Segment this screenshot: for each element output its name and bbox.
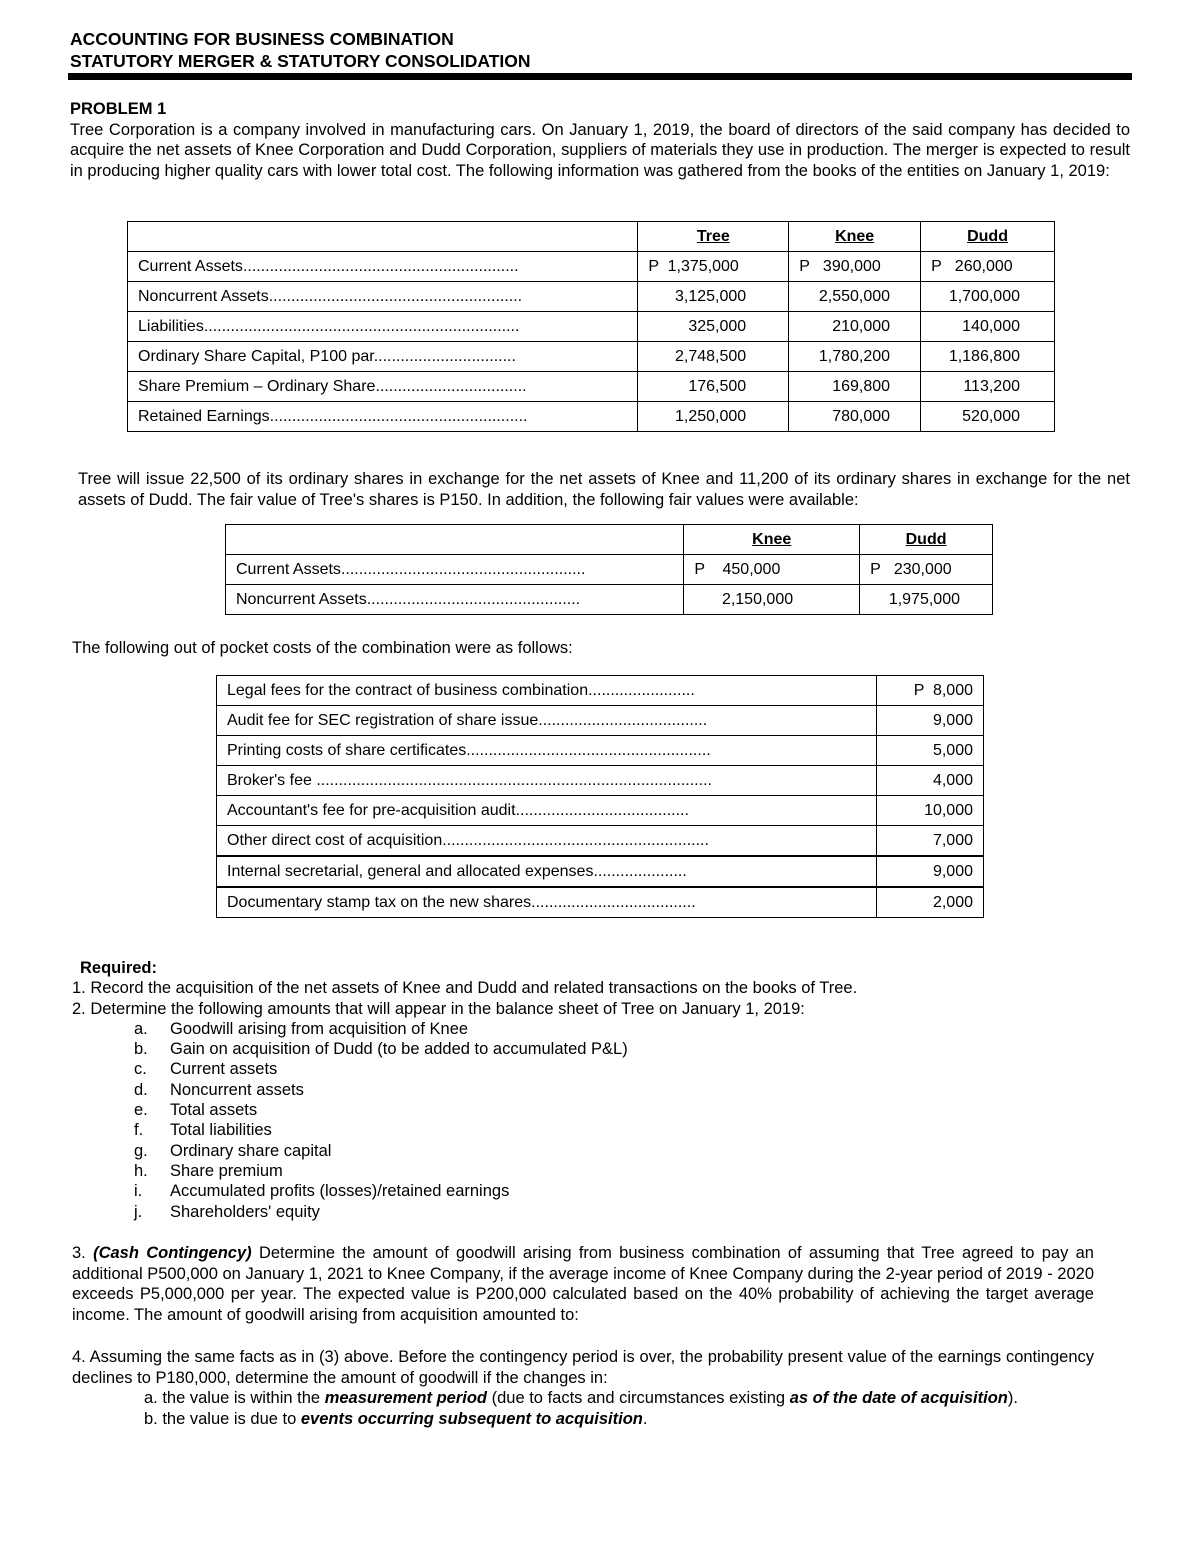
row-label: Current Assets [138, 257, 243, 275]
table-row [217, 676, 984, 706]
cell-dudd: P 260,000 [921, 252, 1055, 282]
cell-amount: 2,000 [877, 887, 984, 918]
table-row [128, 402, 1055, 432]
row-label: Noncurrent Assets [138, 287, 269, 305]
cell-knee: 169,800 [789, 372, 921, 402]
row-dots: ....................................................................... [203, 317, 520, 335]
col-header-knee: Knee [684, 525, 860, 555]
row-label: Legal fees for the contract of business combination [227, 681, 589, 699]
row-label: Share Premium – Ordinary Share [138, 377, 376, 395]
table-row [226, 585, 993, 615]
table-row [128, 372, 1055, 402]
table-row [217, 826, 984, 857]
required-heading: Required: [80, 959, 158, 977]
list-item: d. Noncurrent assets [134, 1080, 304, 1099]
row-dots: ...................................... [538, 711, 708, 729]
row-label: Audit fee for SEC registration of share issue [227, 711, 539, 729]
row-label: Broker's fee [227, 771, 312, 789]
cell-dudd: P 230,000 [860, 555, 993, 585]
cell-amount: 4,000 [877, 766, 984, 796]
problem-intro: Tree Corporation is a company involved in manufacturing cars. On January 1, 2019, the board of directors of the said company has decided to acquire the net assets of Knee Corporation and Dudd Corporation, suppliers of materials they use in production. The merger is expected to result in producing higher quality cars with lower total cost. The following information was gathered from the books of the entities on January 1, 2019: [70, 120, 1130, 180]
row-dots: ........................ [588, 681, 695, 699]
row-dots: ......................................................................................... [311, 771, 712, 789]
list-item: i. Accumulated profits (losses)/retained earnings [134, 1182, 510, 1201]
row-dots: ............................................................ [442, 831, 709, 849]
cell-amount: 7,000 [877, 826, 984, 857]
required-item-2: 2. Determine the following amounts that will appear in the balance sheet of Tree on January 1, 2019: [72, 999, 805, 1018]
cell-tree: P 1,375,000 [638, 252, 789, 282]
item-4-a: a. the value is within the measurement period (due to facts and circumstances existing as of the date of acquisition). [144, 1389, 1018, 1407]
cell-knee: 1,780,200 [789, 342, 921, 372]
row-label: Ordinary Share Capital, P100 par [138, 347, 374, 365]
table-header-row [128, 222, 1055, 252]
row-label: Other direct cost of acquisition [227, 831, 443, 849]
col-header-knee: Knee [789, 222, 921, 252]
header-divider [68, 73, 1132, 80]
item-3-title: (Cash Contingency) [93, 1244, 252, 1262]
table-row [217, 706, 984, 736]
cell-dudd: 520,000 [921, 402, 1055, 432]
cell-tree: 2,748,500 [638, 342, 789, 372]
costs-table [216, 675, 984, 918]
table-row [217, 887, 984, 918]
cell-tree: 325,000 [638, 312, 789, 342]
table-row [217, 736, 984, 766]
row-dots: ................................ [373, 347, 516, 365]
table-header-row [226, 525, 993, 555]
list-item: a. Goodwill arising from acquisition of Knee [134, 1019, 469, 1038]
cell-knee: 2,150,000 [684, 585, 860, 615]
cell-amount: 9,000 [877, 856, 984, 887]
col-header-tree: Tree [638, 222, 789, 252]
row-dots: .............................................................. [242, 257, 519, 275]
cell-dudd: 113,200 [921, 372, 1055, 402]
list-item: g. Ordinary share capital [134, 1141, 332, 1160]
list-item: c. Current assets [134, 1060, 278, 1079]
cell-tree: 1,250,000 [638, 402, 789, 432]
cell-knee: 780,000 [789, 402, 921, 432]
table-row [217, 766, 984, 796]
title-line-1: ACCOUNTING FOR BUSINESS COMBINATION [70, 29, 454, 49]
required-section [72, 958, 1132, 1222]
table-row [128, 312, 1055, 342]
list-item: h. Share premium [134, 1161, 283, 1180]
problem-heading: PROBLEM 1 [70, 100, 167, 118]
row-dots: .................................. [375, 377, 527, 395]
cell-amount: 10,000 [877, 796, 984, 826]
cell-amount: P 8,000 [877, 676, 984, 706]
item-3-text: Determine the amount of goodwill arising from business combination of assuming that Tree agreed to pay an additional P500,000 on January 1, 2021 to Knee Company, if the average income of Knee Company during the 2-year period of 2019 - 2020 exceeds P5,000,000 per year. The expected value is P200,000 calculated based on the 40% probability of achieving the target average income. The amount of goodwill arising from acquisition amounted to: [72, 1244, 1094, 1324]
row-label: Liabilities [138, 317, 204, 335]
cell-tree: 176,500 [638, 372, 789, 402]
list-item: j. Shareholders' equity [134, 1202, 320, 1221]
table-row [128, 342, 1055, 372]
costs-intro: The following out of pocket costs of the combination were as follows: [72, 639, 573, 657]
cell-dudd: 1,186,800 [921, 342, 1055, 372]
row-dots: ....................................... [515, 801, 689, 819]
cell-knee: P 390,000 [789, 252, 921, 282]
item-3 [72, 1243, 1094, 1325]
row-dots: ..................................... [531, 893, 696, 911]
issue-text: Tree will issue 22,500 of its ordinary shares in exchange for the net assets of Knee and 11,200 of its ordinary shares in exchange for the net assets of Dudd. The fair value of Tree's shares is P150. In addition, the following fair values were available: [78, 470, 1130, 509]
cell-dudd: 1,975,000 [860, 585, 993, 615]
cell-dudd: 1,700,000 [921, 282, 1055, 312]
sub-item-list [72, 1019, 1132, 1222]
table-row [128, 282, 1055, 312]
row-dots: .......................................................... [269, 407, 528, 425]
list-item: e. Total assets [134, 1101, 258, 1120]
cell-amount: 5,000 [877, 736, 984, 766]
required-item-1: 1. Record the acquisition of the net assets of Knee and Dudd and related transactions on the books of Tree. [72, 979, 858, 998]
item-4-b: b. the value is due to events occurring subsequent to acquisition. [144, 1409, 648, 1428]
row-dots: ..................... [593, 862, 687, 880]
item-4 [72, 1347, 1094, 1429]
document-header [70, 28, 1132, 72]
title-line-2: STATUTORY MERGER & STATUTORY CONSOLIDATION [70, 51, 531, 71]
row-label: Retained Earnings [138, 407, 270, 425]
row-dots: ................................................ [366, 590, 581, 608]
fair-value-table [225, 524, 993, 615]
row-dots: ......................................................... [268, 287, 523, 305]
row-label: Noncurrent Assets [236, 590, 367, 608]
row-label: Printing costs of share certificates [227, 741, 467, 759]
list-item: b. Gain on acquisition of Dudd (to be added to accumulated P&L) [134, 1040, 628, 1059]
col-header-dudd: Dudd [921, 222, 1055, 252]
row-label: Accountant's fee for pre-acquisition audit [227, 801, 516, 819]
table-row [128, 252, 1055, 282]
cell-knee: P 450,000 [684, 555, 860, 585]
list-item: f. Total liabilities [134, 1121, 272, 1140]
books-table [127, 221, 1055, 432]
cell-amount: 9,000 [877, 706, 984, 736]
table-row [217, 856, 984, 887]
row-dots: ....................................................... [340, 560, 586, 578]
table-row [217, 796, 984, 826]
cell-knee: 210,000 [789, 312, 921, 342]
item-4-text: 4. Assuming the same facts as in (3) above. Before the contingency period is over, the probability present value of the earnings contingency declines to P180,000, determine the amount of goodwill if the changes in: [72, 1348, 1094, 1387]
row-label: Internal secretarial, general and allocated expenses [227, 862, 594, 880]
cell-knee: 2,550,000 [789, 282, 921, 312]
cell-tree: 3,125,000 [638, 282, 789, 312]
col-header-dudd: Dudd [860, 525, 993, 555]
problem-section [70, 99, 1130, 181]
row-label: Current Assets [236, 560, 341, 578]
item-3-number: 3. [72, 1244, 86, 1262]
table-row [226, 555, 993, 585]
row-label: Documentary stamp tax on the new shares [227, 893, 532, 911]
cell-dudd: 140,000 [921, 312, 1055, 342]
row-dots: ....................................................... [466, 741, 711, 759]
